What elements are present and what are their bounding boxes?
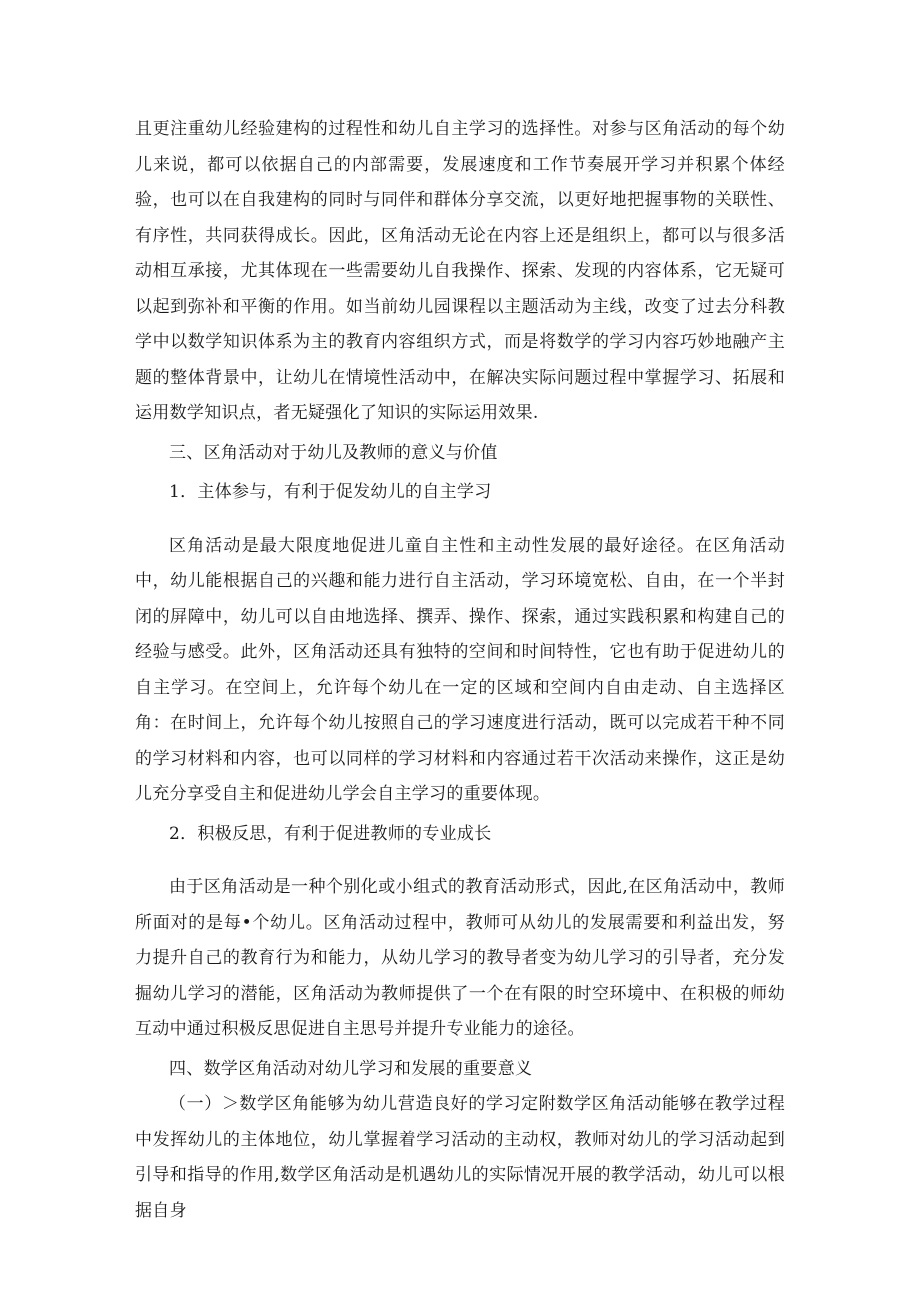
section-heading-3: 三、区角活动对于幼儿及教师的意义与价值	[169, 442, 498, 463]
spacer	[135, 511, 785, 529]
subheading-3-1: 1．主体参与，有利于促发幼儿的自主学习	[169, 482, 492, 502]
section-heading-4: 四、数学区角活动对幼儿学习和发展的重要意义	[169, 1058, 533, 1079]
paragraph-teacher-growth: 由于区角活动是一种个别化或小组式的教育活动形式，因此,在区角活动中，教师所面对的是每•个幼儿。区角活动过程中，教师可从幼儿的发展需要和利益出发，努力提升自己的教育行为和能力，从幼儿学习的教导者变为幼儿学习的引导者，充分发掘幼儿学习的潜能，区角活动为教师提供了一个在有限的时空环境中、在积极的师幼互动中通过积极反思促进自主思号并提升专业能力的途径。	[135, 877, 785, 1039]
document-body	[135, 112, 785, 1229]
paragraph-intro: 且更注重幼儿经验建构的过程性和幼儿自主学习的选择性。对参与区角活动的每个幼儿来说，都可以依据自己的内部需要，发展速度和工作节奏展开学习并积累个体经验，也可以在自我建构的同时与同伴和群体分享交流，以更好地把握事物的关联性、有序性，共同获得成长。因此，区角活动无论在内容上还是组织上，都可以与很多活动相互承接，尤其体现在一些需要幼儿自我操作、探索、发现的内容体系，它无疑可以起到弥补和平衡的作用。如当前幼儿园课程以主题活动为主线，改变了过去分科教学中以数学知识体系为主的教育内容组织方式，而是将数学的学习内容巧妙地融产主题的整体背景中，让幼儿在情境性活动中，在解决实际问题过程中掌握学习、拓展和运用数学知识点，者无疑强化了知识的实际运用效果.	[135, 119, 785, 423]
subheading-3-2: 2．积极反思，有利于促进教师的专业成长	[169, 823, 492, 844]
paragraph-self-learning: 区角活动是最大限度地促进儿童自主性和主动性发展的最好途径。在区角活动中，幼儿能根据自己的兴趣和能力进行自主活动，学习环境宽松、自由，在一个半封闭的屏障中，幼儿可以自由地选择、撰弄、操作、探索，通过实践积累和构建自己的经验与感受。此外，区角活动还具有独特的空间和时间特性，它也有助于促进幼儿的自主学习。在空间上，允许每个幼儿在一定的区域和空间内自由走动、自主选择区角：在时间上，允许每个幼儿按照自己的学习速度进行活动，既可以完成若干种不同的学习材料和内容，也可以同样的学习材料和内容通过若干次活动来操作，这正是幼儿充分享受自主和促进幼儿学会自主学习的重要体现。	[135, 535, 785, 804]
paragraph-math-area: （一）＞数学区角能够为幼儿营造良好的学习定附数学区角活动能够在教学过程中发挥幼儿的主体地位，幼儿掌握着学习活动的主动权，教师对幼儿的学习活动起到引导和指导的作用,数学区角活动是机遇幼儿的实际情况开展的教学活动，幼儿可以根据自身	[135, 1094, 785, 1221]
spacer	[135, 852, 785, 870]
